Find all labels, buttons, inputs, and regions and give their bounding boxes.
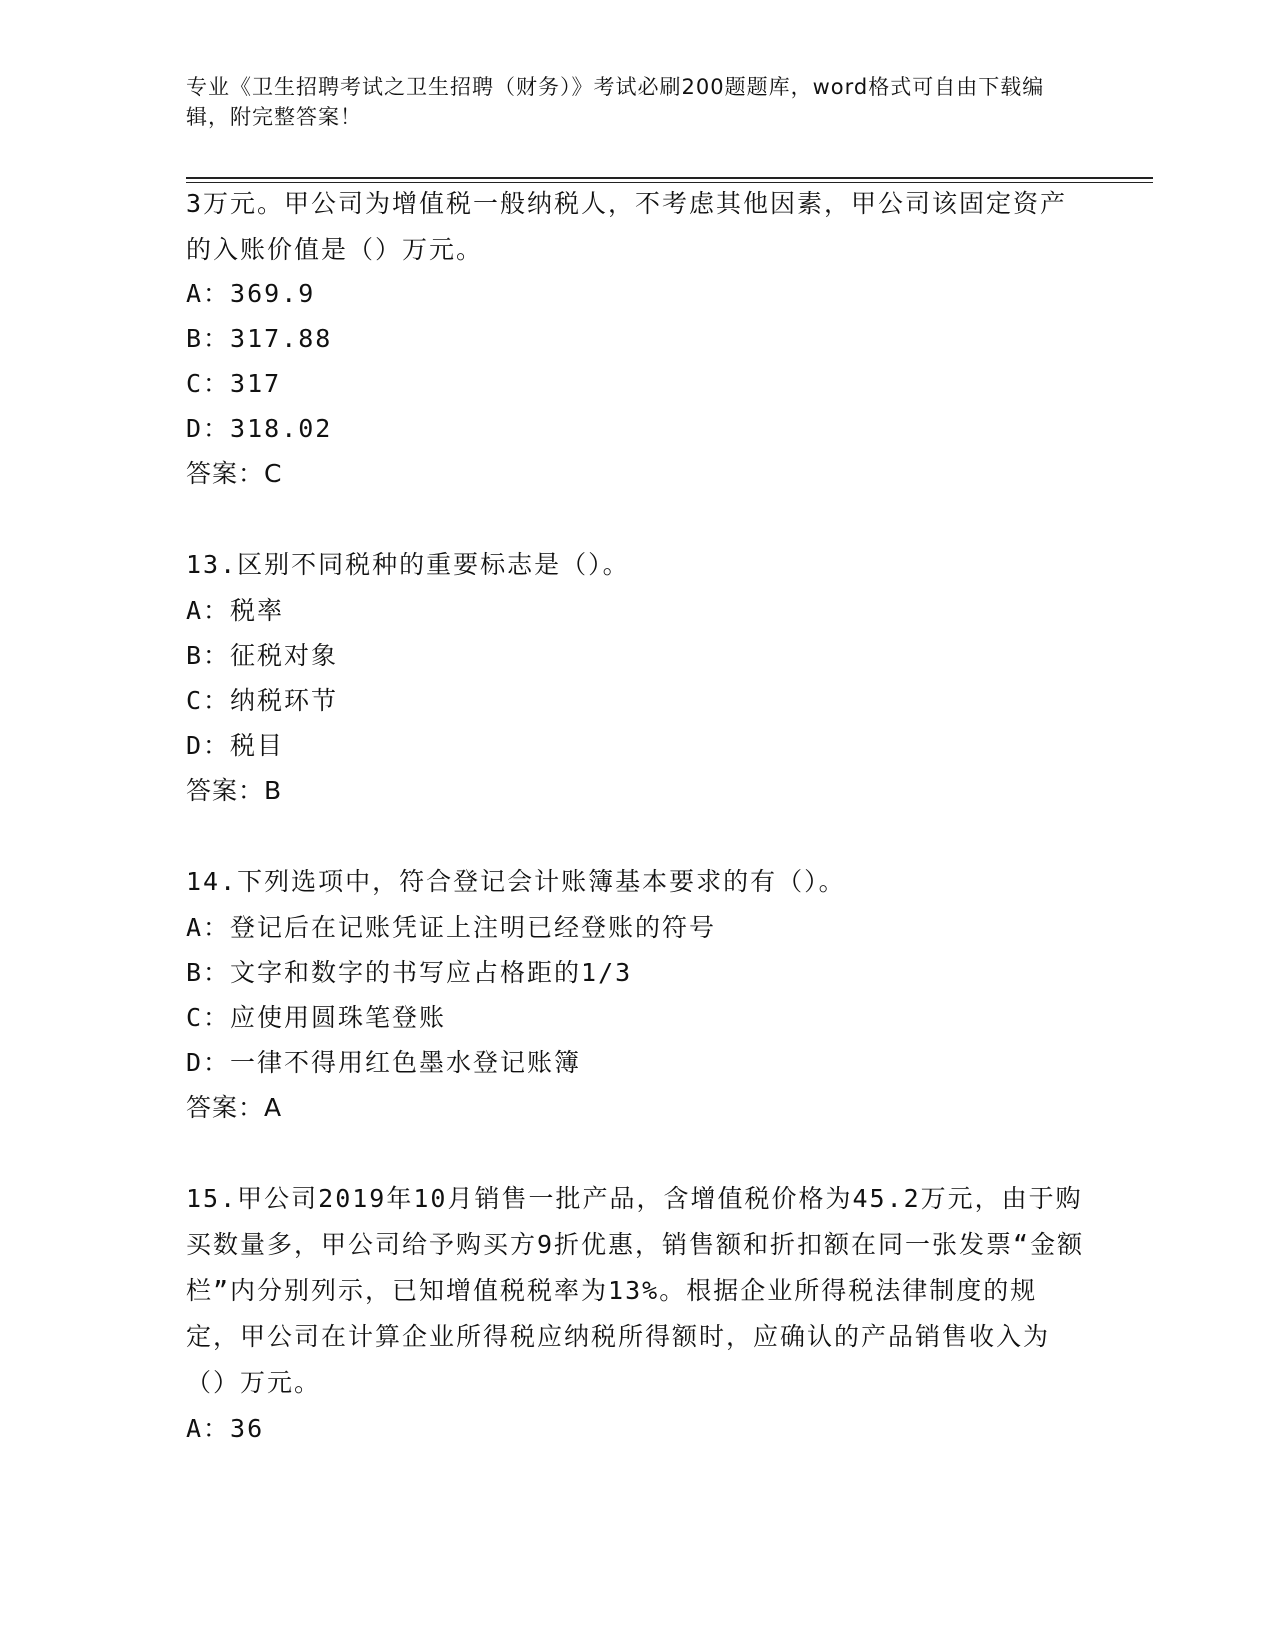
document-header: 专业《卫生招聘考试之卫生招聘（财务）》考试必刷200题题库，word格式可自由下载编辑，附完整答案！ [186,75,1045,129]
question-15 [186,1176,1086,1451]
question-stem: 3万元。甲公司为增值税一般纳税人，不考虑其他因素，甲公司该固定资产的入账价值是（）万元。 [186,189,1068,264]
answer-line: 答案：C [186,459,283,488]
question-stem: 14.下列选项中，符合登记会计账簿基本要求的有（）。 [186,867,846,896]
option-b: B：文字和数字的书写应占格距的1/3 [186,958,633,987]
option-c: C：纳税环节 [186,686,339,715]
option-a: A：税率 [186,596,285,625]
option-c: C：317 [186,369,282,398]
spacer [186,1130,1086,1176]
question-stem: 13.区别不同税种的重要标志是（）。 [186,550,630,579]
answer-line: 答案：A [186,1093,283,1122]
spacer [186,813,1086,859]
option-d: D：318.02 [186,414,333,443]
option-b: B：317.88 [186,324,333,353]
option-d: D：税目 [186,731,285,760]
option-a: A：369.9 [186,279,316,308]
header-divider-thick [186,177,1153,179]
answer-line: 答案：B [186,776,283,805]
question-13 [186,542,1086,813]
question-14 [186,859,1086,1130]
question-list [186,190,1086,1451]
question-fragment [186,181,1086,496]
option-b: B：征税对象 [186,641,339,670]
option-d: D：一律不得用红色墨水登记账簿 [186,1048,582,1077]
spacer [186,496,1086,542]
option-a: A：登记后在记账凭证上注明已经登账的符号 [186,913,717,942]
option-a: A：36 [186,1414,265,1443]
question-stem: 15.甲公司2019年10月销售一批产品，含增值税价格为45.2万元，由于购买数量多，甲公司给予购买方9折优惠，销售额和折扣额在同一张发票“金额栏”内分别列示，已知增值税税率为13%。根据企业所得税法律制度的规定，甲公司在计算企业所得税应纳税所得额时，应确认的产品销售收入为（）万元。 [186,1184,1085,1397]
option-c: C：应使用圆珠笔登账 [186,1003,447,1032]
